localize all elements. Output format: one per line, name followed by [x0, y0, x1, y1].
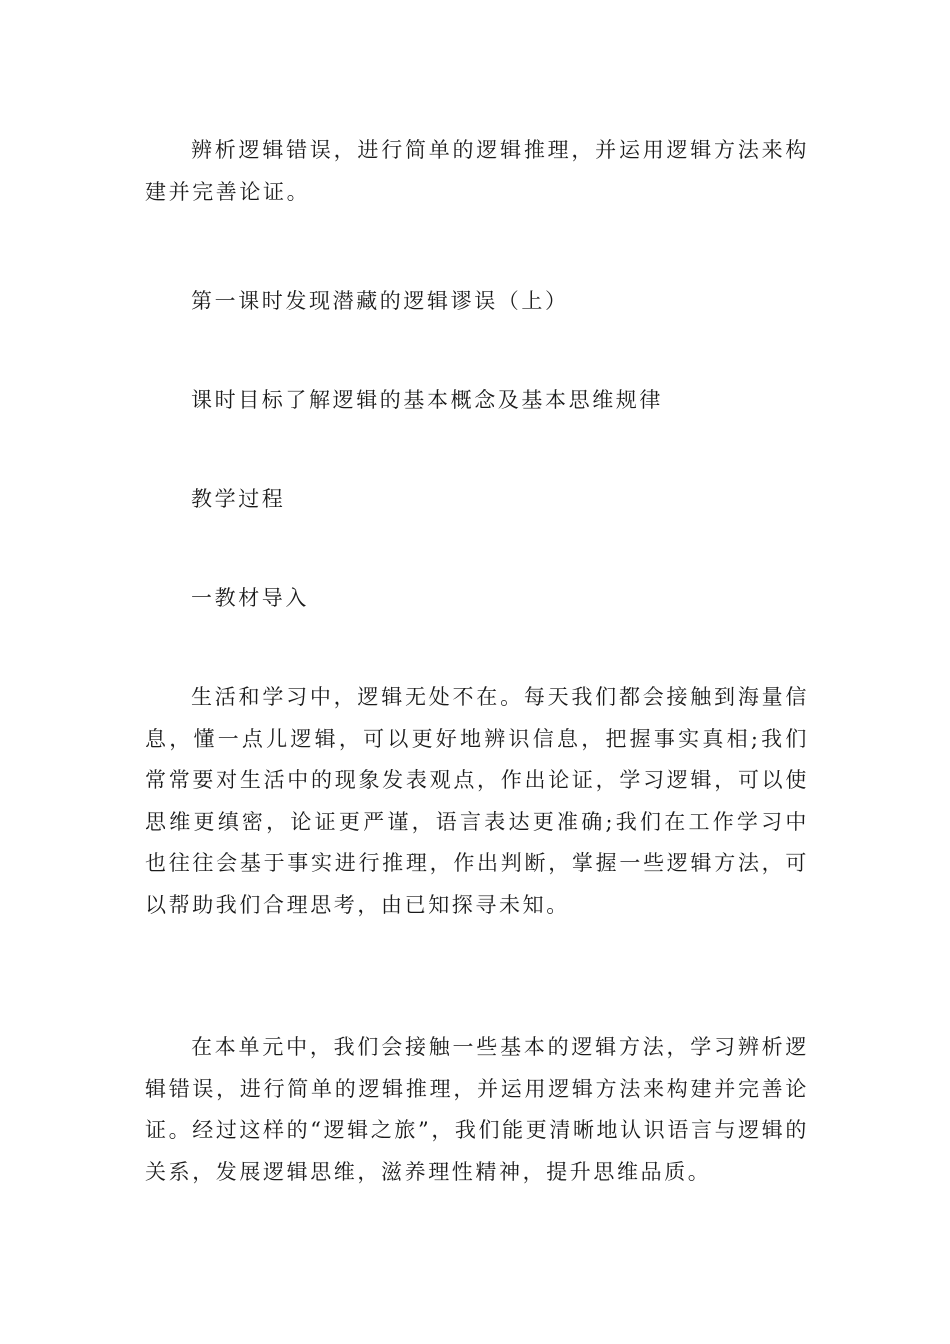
body-paragraph-2: 在本单元中，我们会接触一些基本的逻辑方法，学习辨析逻辑错误，进行简单的逻辑推理，并运用逻辑方法来构建并完善论证。经过这样的“逻辑之旅”，我们能更清晰地认识语言与逻辑的关系，发展逻辑思维，滋养理性精神，提升思维品质。 — [145, 1035, 809, 1184]
lesson-goal: 课时目标了解逻辑的基本概念及基本思维规律 — [191, 388, 663, 412]
body-paragraph-1: 生活和学习中，逻辑无处不在。每天我们都会接触到海量信息，懂一点儿逻辑，可以更好地辨识信息，把握事实真相;我们常常要对生活中的现象发表观点，作出论证，学习逻辑，可以使思维更缜密，论证更严谨，语言表达更准确;我们在工作学习中也往往会基于事实进行推理，作出判断，掌握一些逻辑方法，可以帮助我们合理思考，由已知探寻未知。 — [145, 685, 809, 917]
section-teaching-process: 教学过程 — [191, 487, 286, 511]
intro-paragraph: 辨析逻辑错误，进行简单的逻辑推理，并运用逻辑方法来构建并完善论证。 — [145, 138, 809, 204]
lesson-title: 第一课时发现潜藏的逻辑谬误（上） — [191, 289, 569, 313]
section-textbook-intro: 一教材导入 — [191, 586, 309, 610]
